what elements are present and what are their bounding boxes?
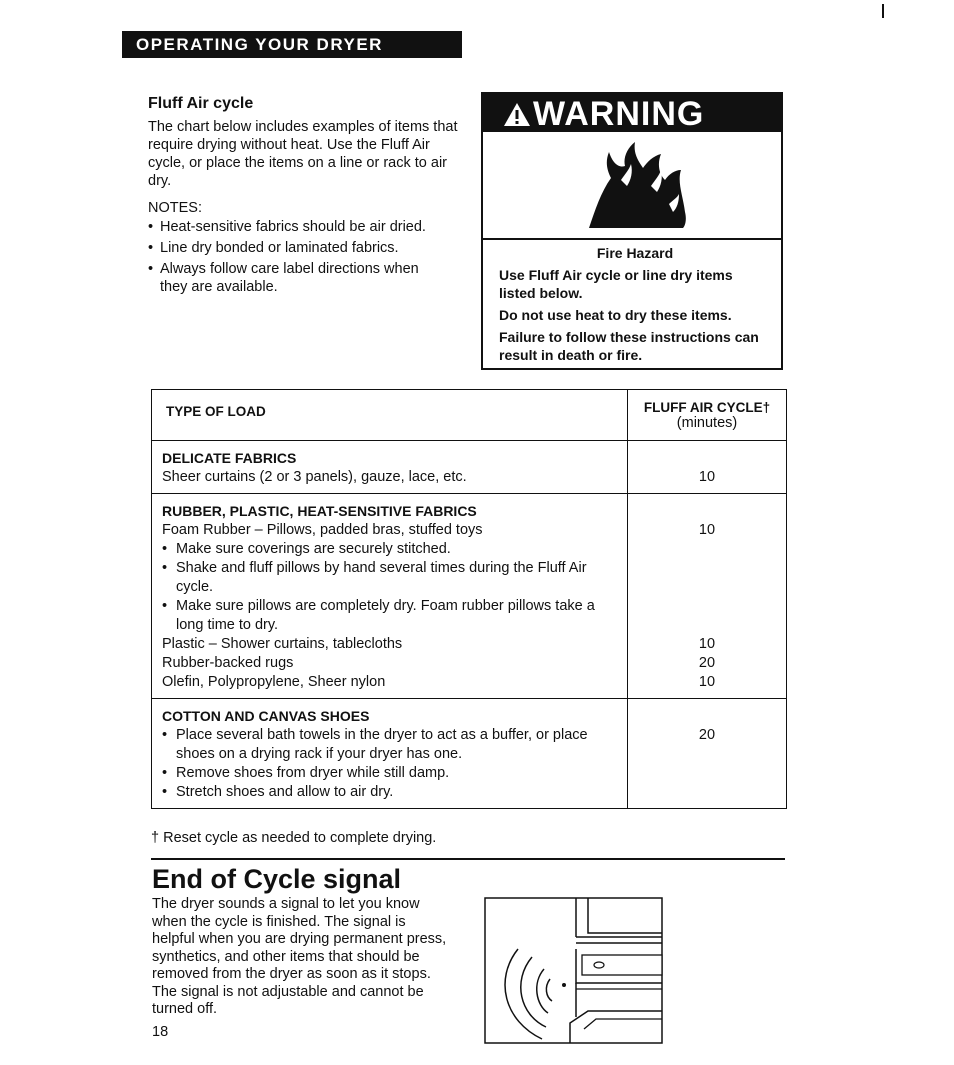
note-item: • Always follow care label directions when they are available.: [148, 260, 448, 296]
shoes-title: COTTON AND CANVAS SHOES: [162, 708, 370, 724]
note-item: • Line dry bonded or laminated fabrics.: [148, 239, 448, 257]
table-row: [152, 494, 787, 699]
col-header-fluff-sub: (minutes): [676, 415, 738, 431]
rugs-minutes: 20: [698, 655, 716, 671]
rubber-cell: [152, 494, 628, 699]
rubber-bullet: • Make sure coverings are securely stitched.: [162, 540, 617, 559]
warning-line: Do not use heat to dry these items.: [499, 307, 732, 323]
shoes-cell: [152, 699, 628, 809]
olefin-minutes: 10: [698, 674, 716, 690]
rubber-rugs: Rubber-backed rugs: [162, 655, 294, 671]
table-row: [152, 441, 787, 494]
page-number: 18: [152, 1024, 169, 1040]
fluff-air-heading: Fluff Air cycle: [148, 95, 254, 112]
delicate-cell: [152, 441, 628, 494]
warning-hazard: Fire Hazard: [596, 245, 674, 261]
section-divider: [151, 858, 785, 860]
rubber-title: RUBBER, PLASTIC, HEAT-SENSITIVE FABRICS: [162, 503, 477, 519]
warning-line: Failure to follow these instructions can result in death or fire.: [499, 329, 759, 363]
load-table: [151, 389, 787, 809]
note-item: • Heat-sensitive fabrics should be air dried.: [148, 218, 448, 236]
col-header-type: TYPE OF LOAD: [152, 390, 628, 441]
delicate-minutes: 10: [698, 469, 716, 485]
fluff-air-intro: The chart below includes examples of items that require drying without heat. Use the Fluff Air cycle, or place the items on a line or rack to air dry.: [148, 119, 458, 189]
col-header-fluff-label: FLUFF AIR CYCLE†: [643, 400, 771, 415]
notes-title: NOTES:: [148, 200, 202, 216]
col-header-fluff: [628, 390, 787, 441]
edge-mark: [882, 4, 884, 18]
warning-triangle-icon: [503, 102, 531, 127]
rubber-plastic: Plastic – Shower curtains, tablecloths: [162, 636, 403, 652]
warning-header: [483, 94, 781, 132]
warning-title: WARNING: [533, 95, 705, 133]
shoes-minutes-cell: [628, 699, 787, 809]
end-cycle-heading: End of Cycle signal: [152, 864, 402, 894]
rubber-olefin: Olefin, Polypropylene, Sheer nylon: [162, 674, 386, 690]
end-cycle-text: The dryer sounds a signal to let you know when the cycle is finished. The signal is helpful when you are drying permanent press, synthetics, and other items that should be removed from the dryer as soon as it stops. The signal is not adjustable and cannot be turned off.: [152, 896, 447, 1017]
section-header: OPERATING YOUR DRYER: [122, 31, 462, 58]
delicate-item: Sheer curtains (2 or 3 panels), gauze, lace, etc.: [162, 469, 467, 485]
warning-box: [481, 92, 783, 370]
notes-list: [148, 218, 448, 299]
rubber-bullet: • Shake and fluff pillows by hand several times during the Fluff Air cycle.: [162, 559, 617, 597]
shoes-bullet: • Remove shoes from dryer while still damp.: [162, 764, 617, 783]
rubber-bullet: • Make sure pillows are completely dry. Foam rubber pillows take a long time to dry.: [162, 597, 617, 635]
delicate-title: DELICATE FABRICS: [162, 450, 297, 466]
table-header-row: [152, 390, 787, 441]
warning-line: Use Fluff Air cycle or line dry items listed below.: [499, 267, 733, 301]
dryer-signal-illustration: [484, 897, 664, 1045]
delicate-minutes-cell: [628, 441, 787, 494]
shoes-bullet: • Stretch shoes and allow to air dry.: [162, 783, 617, 802]
foam-minutes: 10: [698, 522, 716, 538]
plastic-minutes: 10: [698, 636, 716, 652]
warning-text: [499, 244, 771, 368]
flame-icon: [581, 140, 691, 230]
shoes-bullet: • Place several bath towels in the dryer to act as a buffer, or place shoes on a drying rack if your dryer has one.: [162, 726, 617, 764]
flame-area: [483, 132, 781, 240]
footnote: † Reset cycle as needed to complete drying.: [151, 830, 437, 846]
shoes-minutes: 20: [698, 727, 716, 743]
rubber-minutes-cell: [628, 494, 787, 699]
rubber-foam: Foam Rubber – Pillows, padded bras, stuffed toys: [162, 522, 483, 538]
table-row: [152, 699, 787, 809]
